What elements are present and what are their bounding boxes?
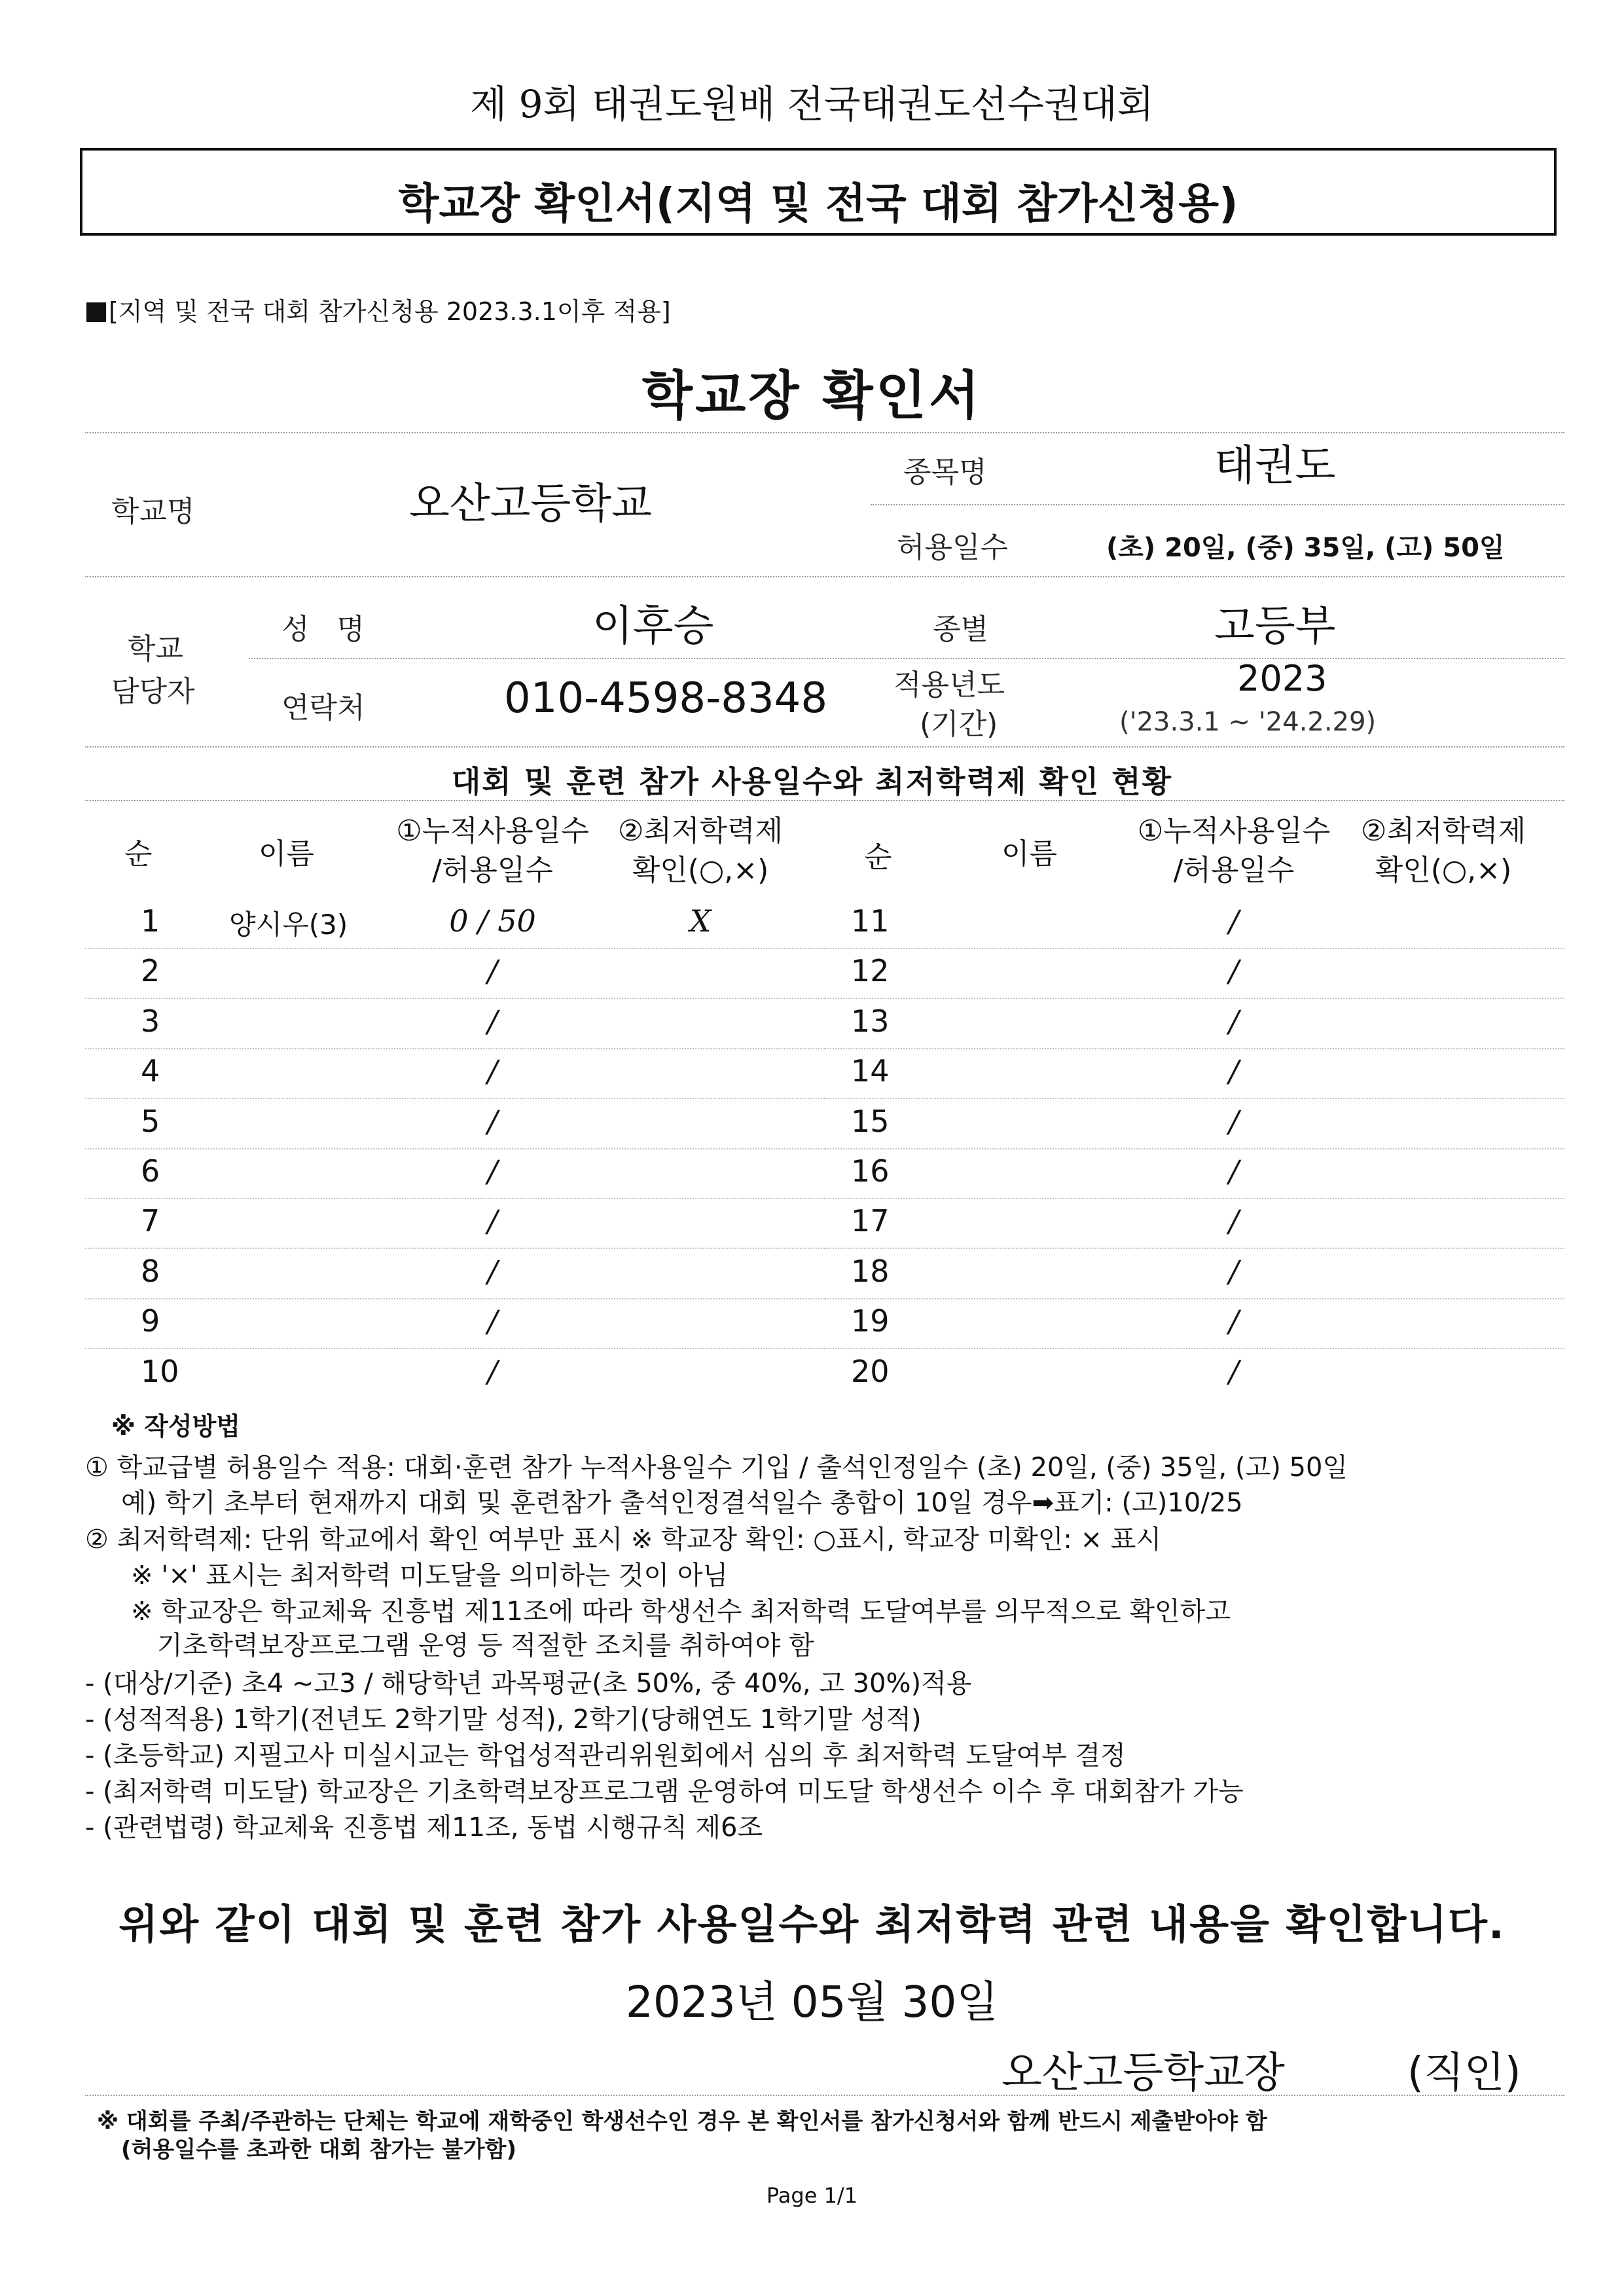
instruction-line: ① 학교급별 허용일수 적용: 대회·훈련 참가 누적사용일수 기입 / 출석인정일수 (초) 20일, (중) 35일, (고) 50일 [85, 1453, 1348, 1483]
header-days-right: ①누적사용일수 /허용일수 [1137, 814, 1331, 887]
phone-value: 010-4598-8348 [504, 674, 828, 723]
header-name-left: 이름 [259, 837, 315, 871]
days-used: / [487, 953, 498, 988]
days-used: 0 / 50 [449, 903, 536, 939]
period-value: ('23.3.1 ~ '24.2.29) [1119, 707, 1377, 737]
confirmation-text: 위와 같이 대회 및 훈련 참가 사용일수와 최저학력 관련 내용을 확인합니다. [118, 1900, 1506, 1948]
allowed-days-value: (초) 20일, (중) 35일, (고) 50일 [1106, 533, 1505, 563]
instruction-line: - (대상/기준) 초4 ~고3 / 해당학년 과목평균(초 50%, 중 40%, 고 30%)적용 [85, 1669, 972, 1699]
sport-label: 종목명 [903, 456, 987, 489]
row-number: 10 [141, 1354, 179, 1389]
days-used: / [487, 1053, 498, 1089]
days-used: / [487, 1104, 498, 1139]
row-number: 11 [851, 903, 890, 939]
name-label: 성 명 [281, 613, 365, 646]
category-value: 고등부 [1214, 602, 1336, 651]
row-number: 18 [851, 1254, 890, 1289]
date-text: 2023년 05월 30일 [625, 1977, 999, 2027]
application-note: [지역 및 전국 대회 참가신청용 2023.3.1이후 적용] [86, 291, 671, 327]
instruction-line: - (최저학력 미도달) 학교장은 기초학력보장프로그램 운영하여 미도달 학생선수 이수 후 대회참가 가능 [85, 1777, 1244, 1807]
row-number: 19 [851, 1303, 890, 1339]
grade-check: X [689, 903, 712, 939]
year-label-1: 적용년도 [893, 668, 1005, 702]
seal-label: (직인) [1407, 2049, 1521, 2097]
row-number: 3 [141, 1003, 160, 1039]
title-box [80, 148, 1557, 236]
days-used: / [487, 1203, 498, 1238]
days-used: / [1229, 1203, 1239, 1238]
header-no-right: 순 [864, 840, 892, 874]
instruction-line: ※ 학교장은 학교체육 진흥법 제11조에 따라 학생선수 최저학력 도달여부를 의무적으로 확인하고 [131, 1597, 1231, 1627]
document-title: 학교장 확인서 [641, 365, 983, 426]
row-number: 1 [141, 903, 160, 939]
contact-label-1: 학교 [128, 632, 184, 666]
instruction-line: ② 최저학력제: 단위 학교에서 확인 여부만 표시 ※ 학교장 확인: ○표시, 학교장 미확인: × 표시 [85, 1525, 1162, 1555]
header-no-left: 순 [124, 837, 153, 871]
footer-note-2: (허용일수를 초과한 대회 참가는 불가함) [121, 2137, 516, 2163]
school-name: 오산고등학교 [409, 480, 652, 528]
days-used: / [487, 1303, 498, 1339]
days-used: / [1229, 1354, 1239, 1389]
header-grade-right: ②최저학력제 확인(○,×) [1361, 814, 1526, 887]
row-number: 20 [851, 1354, 890, 1389]
page-number: Page 1/1 [766, 2183, 858, 2208]
year-label-2: (기간) [920, 708, 998, 741]
days-used: / [1229, 1254, 1239, 1289]
allowed-days-label: 허용일수 [897, 531, 1009, 564]
contact-label-2: 담당자 [111, 675, 195, 708]
header-days-left: ①누적사용일수 /허용일수 [396, 814, 589, 887]
row-number: 13 [851, 1003, 890, 1039]
instruction-line: - (초등학교) 지필고사 미실시교는 학업성적관리위원회에서 심의 후 최저학력 도달여부 결정 [85, 1741, 1126, 1771]
days-used: / [487, 1254, 498, 1289]
signer-name: 오산고등학교장 [1001, 2049, 1285, 2097]
row-number: 15 [851, 1104, 890, 1139]
instruction-line: 기초학력보장프로그램 운영 등 적절한 조치를 취하여야 함 [157, 1631, 814, 1661]
header-name-right: 이름 [1001, 837, 1058, 871]
student-name: 양시우(3) [229, 909, 348, 941]
row-number: 12 [851, 953, 890, 988]
row-number: 17 [851, 1203, 890, 1238]
days-used: / [1229, 903, 1239, 939]
row-number: 4 [141, 1053, 160, 1089]
instructions-heading: ※ 작성방법 [111, 1412, 241, 1441]
days-used: / [487, 1354, 498, 1389]
row-number: 7 [141, 1203, 160, 1238]
instruction-line: ※ '×' 표시는 최저학력 미도달을 의미하는 것이 아님 [131, 1561, 729, 1591]
school-label: 학교명 [111, 495, 195, 528]
days-used: / [1229, 953, 1239, 988]
instruction-line: 예) 학기 초부터 현재까지 대회 및 훈련참가 출석인정결석일수 총합이 10일 경우➡표기: (고)10/25 [121, 1488, 1243, 1518]
row-number: 14 [851, 1053, 890, 1089]
category-label: 종별 [933, 613, 989, 646]
row-number: 2 [141, 953, 160, 988]
days-used: / [1229, 1153, 1239, 1189]
row-number: 8 [141, 1254, 160, 1289]
phone-label: 연락처 [281, 691, 365, 725]
sport-value: 태권도 [1214, 442, 1336, 490]
square-bullet-icon [86, 302, 106, 322]
days-used: / [1229, 1104, 1239, 1139]
row-number: 6 [141, 1153, 160, 1189]
table-title: 대회 및 훈련 참가 사용일수와 최저학력제 확인 현황 [451, 764, 1173, 799]
days-used: / [1229, 1003, 1239, 1039]
contact-name: 이후승 [592, 602, 714, 651]
row-number: 9 [141, 1303, 160, 1339]
days-used: / [1229, 1303, 1239, 1339]
days-used: / [1229, 1053, 1239, 1089]
instruction-line: - (성적적용) 1학기(전년도 2학기말 성적), 2학기(당해연도 1학기말 성적) [85, 1705, 922, 1735]
box-title: 학교장 확인서(지역 및 전국 대회 참가신청용) [398, 180, 1238, 228]
row-number: 5 [141, 1104, 160, 1139]
year-value: 2023 [1237, 658, 1327, 699]
instruction-line: - (관련법령) 학교체육 진흥법 제11조, 동법 시행규칙 제6조 [85, 1813, 763, 1843]
days-used: / [487, 1003, 498, 1039]
footer-note: ※ 대회를 주최/주관하는 단체는 학교에 재학중인 학생선수인 경우 본 확인서를 참가신청서와 함께 반드시 제출받아야 함 [97, 2108, 1267, 2135]
row-number: 16 [851, 1153, 890, 1189]
event-title: 제 9회 태권도원배 전국태권도선수권대회 [470, 82, 1154, 126]
header-grade-left: ②최저학력제 확인(○,×) [618, 814, 783, 887]
days-used: / [487, 1153, 498, 1189]
